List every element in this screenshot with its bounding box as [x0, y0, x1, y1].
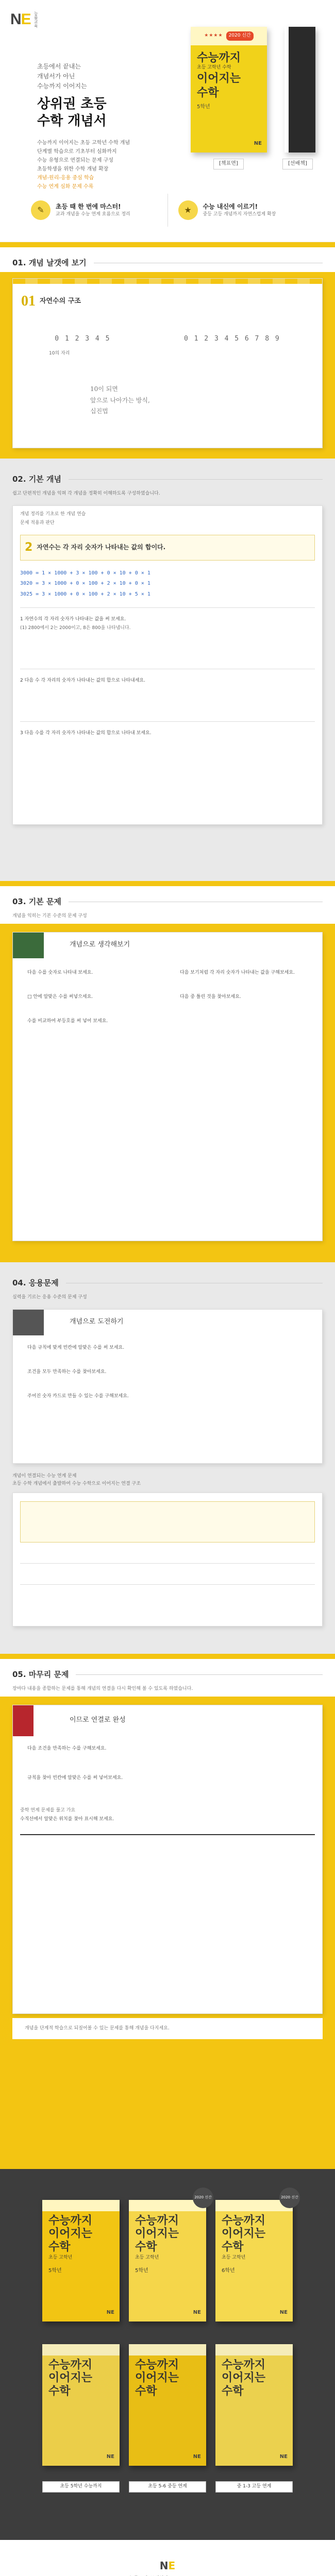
- problem-item: 주어진 숫자 카드로 만들 수 있는 수를 구해보세요.: [27, 1393, 129, 1399]
- footer-logo-e: E: [168, 2560, 176, 2572]
- handwriting-line: 10이 되면: [90, 385, 118, 393]
- sample-page-2: [12, 1493, 323, 1626]
- concept-title: 자연수는 각 자리 숫자가 나타내는 값의 합이다.: [37, 544, 166, 551]
- benefit-item: [21, 194, 167, 227]
- footer-logo-n: N: [159, 2560, 169, 2572]
- brand-logo-n: N: [10, 11, 21, 28]
- page-head: 문제 적용과 판단: [20, 520, 55, 526]
- sample-page: [12, 278, 323, 448]
- section-desc: 쉽고 단편적인 개념을 익혀 각 개념을 정확히 이해하도록 구성하였습니다.: [12, 490, 160, 496]
- brand-logo[interactable]: [10, 8, 57, 31]
- cover-logo: NE: [106, 2309, 114, 2315]
- section-05: [0, 1654, 335, 2169]
- question-detail: (1) 2800에서 2는 2000이고, 8은 800을 나타냅니다.: [20, 625, 131, 631]
- cover-logo: NE: [279, 2309, 288, 2315]
- digits-left: 0 1 2 3 4 5: [55, 335, 111, 343]
- hero-feature-highlight: 개념-원리-응용 중심 학습: [37, 175, 94, 181]
- sample-page: [12, 1705, 323, 2014]
- section-title: 01. 개념 날갯에 보기: [12, 258, 87, 267]
- cover-title: 이어지는: [48, 2227, 93, 2241]
- footer-logo[interactable]: [0, 2558, 335, 2573]
- handwriting-line: 앞으로 나아가는 방식,: [90, 396, 150, 404]
- benefit-title: 초등 때 한 번에 마스터!: [56, 202, 121, 210]
- problem-item: 규칙을 찾아 빈칸에 알맞은 수를 써 넣어보세요.: [27, 1775, 123, 1781]
- benefit-text: 중등 고등 개념까지 자연스럽게 확장: [203, 212, 276, 217]
- rating-stars: ★★★★: [204, 33, 223, 39]
- concept-bubble: 개념으로 생각해보기: [70, 941, 130, 949]
- hero-feature-highlight: 수능 연계 심화 문제 수록: [37, 184, 94, 190]
- sample-page: [12, 505, 323, 825]
- book-subtitle: 초등 고학년 수학: [197, 65, 231, 71]
- expansion-rows: [13, 564, 322, 605]
- sample-page: [12, 1309, 323, 1464]
- brand-sub: 능률교육: [34, 11, 39, 28]
- benefit-item: [167, 194, 315, 227]
- cover-subtitle: 초등 고학년: [222, 2255, 246, 2260]
- footer: [0, 2540, 335, 2576]
- cover-title: 수학: [222, 2240, 244, 2253]
- cover-grade: 6학년: [222, 2267, 235, 2274]
- cover-title: 수학: [135, 2240, 157, 2253]
- problem-item: 다음 중 틀린 것을 찾아보세요.: [180, 994, 241, 999]
- section-02: [0, 459, 335, 881]
- cover-title: 수능까지: [48, 2214, 93, 2227]
- handwriting: [90, 384, 322, 417]
- expansion-row: 3000 = 1 × 1000 + 3 × 100 + 0 × 10 + 0 × 1: [20, 570, 150, 576]
- book-title-1: 수능까지: [197, 52, 241, 64]
- cover-title: 이어지는: [135, 2227, 179, 2241]
- problem-item: 다음 보기처럼 각 자리 숫자가 나타내는 값을 구해보세요.: [180, 970, 295, 975]
- place-note: 10의 자리: [49, 351, 70, 357]
- section-desc: 실력을 기르는 응용 수준의 문제 구성: [12, 1294, 87, 1300]
- section-04: [0, 1262, 335, 1654]
- question: 3 다음 수를 각 자리 숫자가 나타내는 값의 합으로 나타내 보세요.: [20, 731, 152, 736]
- cover-logo: NE: [193, 2453, 201, 2460]
- new-badge: 2020 신간: [279, 2188, 300, 2208]
- expansion-row: 3025 = 3 × 1000 + 0 × 100 + 2 × 10 + 5 × 1: [20, 591, 150, 597]
- hero-copy: [37, 62, 171, 191]
- handwriting-line: 십진법: [90, 408, 108, 415]
- cover-grade: 5학년: [135, 2267, 148, 2274]
- problem-item: 수직선에서 알맞은 위치를 찾아 표시해 보세요.: [20, 1816, 114, 1822]
- book-cover-main[interactable]: [191, 27, 267, 152]
- cover-title: 수능까지: [135, 2214, 179, 2227]
- cover-logo: NE: [193, 2309, 201, 2315]
- hero-feature: 수능 유형으로 연결되는 문제 구성: [37, 158, 113, 164]
- book-label-back: [선배책]: [282, 159, 313, 170]
- sample-page: [12, 932, 323, 1241]
- problem-item: 수를 비교하여 부등호를 써 넣어 보세요.: [27, 1018, 108, 1024]
- section-03: [0, 881, 335, 1262]
- section-title: 04. 응용문제: [12, 1278, 59, 1287]
- hero-feature: 초등학생을 위한 수학 개념 확장: [37, 166, 109, 173]
- cover-title: 이어지는: [222, 2371, 266, 2385]
- digits-right: 0 1 2 3 4 5 6 7 8 9: [183, 335, 280, 343]
- concept-number: 01: [21, 293, 36, 309]
- cover-gallery: [0, 2169, 335, 2540]
- concept-bubble: 개념으로 도전하기: [70, 1318, 124, 1326]
- book-cover[interactable]: [129, 2344, 206, 2466]
- hero-features: [37, 139, 171, 191]
- cover-title: 이어지는: [48, 2371, 93, 2385]
- hero-tagline-2: 개념서가 아닌: [37, 73, 75, 80]
- cover-subtitle: 초등 고학년: [135, 2255, 159, 2260]
- number-line: [20, 1834, 315, 1835]
- end-note: 개념을 단계적 학습으로 되짚어볼 수 있는 문제를 통해 개념을 다지세요.: [12, 2018, 323, 2039]
- hero-feature: 수능까지 이어지는 초등 고학년 수학 개념: [37, 140, 130, 146]
- question: 2 다음 수 각 자리의 숫자가 나타내는 값의 합으로 나타내세요.: [20, 678, 145, 684]
- edition-badge: 2020 신간: [226, 31, 254, 40]
- cover-title: 수능까지: [222, 2214, 266, 2227]
- cover-title: 수학: [222, 2384, 244, 2398]
- concept-title: 자연수의 구조: [40, 297, 81, 305]
- cover-caption[interactable]: 중 1-3 고등 연계: [215, 2481, 293, 2493]
- cover-title: 수능까지: [48, 2359, 93, 2371]
- book-logo: NE: [254, 140, 262, 146]
- question: 1 자연수의 각 자리 숫자가 나타내는 값을 써 보세요.: [20, 617, 126, 622]
- section-title: 05. 마무리 문제: [12, 1670, 69, 1679]
- cover-title: 이어지는: [222, 2227, 266, 2241]
- problem-item: 다음 규칙에 맞게 빈칸에 알맞은 수를 써 보세요.: [27, 1345, 125, 1350]
- problem-item: 다음 조건을 만족하는 수를 구해보세요.: [27, 1745, 107, 1751]
- section-title: 03. 기본 문제: [12, 897, 61, 906]
- section-01: [0, 242, 335, 459]
- cover-title: 수능까지: [222, 2359, 266, 2371]
- problem-item: 다음 수를 숫자로 나타내 보세요.: [27, 970, 93, 975]
- book-cover[interactable]: [129, 2195, 212, 2321]
- book-grade: 5학년: [197, 104, 210, 110]
- section-desc: 개념을 익히는 기본 수준의 문제 구성: [0, 911, 335, 924]
- hero-tagline-3: 수능까지 이어지는: [37, 82, 87, 90]
- problem-item: □ 안에 알맞은 수를 써넣으세요.: [27, 994, 93, 999]
- problem-item: 조건을 모두 만족하는 수를 찾아보세요.: [27, 1369, 107, 1375]
- note-head: 개념이 연결되는 수능 연계 문제: [12, 1473, 77, 1479]
- benefit-text: 교과 개념을 수능 연계 흐름으로 정리: [56, 212, 130, 217]
- book-title-2: 이어지는: [197, 72, 241, 86]
- note-body: 초등 수학 개념에서 출발하여 수능 수학으로 이어지는 연결 구조: [12, 1481, 141, 1486]
- concept-bubble: 이므로 연결로 완성: [70, 1716, 126, 1724]
- book-cover[interactable]: [215, 2344, 293, 2466]
- hero: [0, 0, 335, 242]
- cover-logo: NE: [279, 2453, 288, 2460]
- book-cover[interactable]: [42, 2344, 120, 2466]
- cover-title: 수학: [48, 2240, 71, 2253]
- expansion-row: 3020 = 3 × 1000 + 0 × 100 + 2 × 10 + 0 × 1: [20, 581, 150, 587]
- hero-title-2: 수학 개념서: [37, 113, 107, 129]
- cover-caption[interactable]: 초등 5-6 중등 연계: [129, 2481, 206, 2493]
- cover-logo: NE: [106, 2453, 114, 2460]
- brand-logo-e: E: [21, 11, 31, 28]
- concept-number: 2: [25, 540, 33, 554]
- book-cover-back[interactable]: [284, 27, 315, 152]
- benefit-title: 수능 내신에 이르기!: [203, 202, 258, 210]
- book-title-3: 수학: [197, 86, 219, 99]
- pencil-icon: ✎: [31, 200, 51, 220]
- cover-caption[interactable]: 초등 5학년 수능까지: [42, 2481, 120, 2493]
- book-label-front: [책표면]: [213, 159, 244, 170]
- cover-title: 수능까지: [135, 2359, 179, 2371]
- cover-title: 이어지는: [135, 2371, 179, 2385]
- cover-title: 수학: [48, 2384, 71, 2398]
- hero-title-1: 상위권 초등: [37, 96, 107, 112]
- book-cover[interactable]: [42, 2200, 120, 2321]
- section-title: 02. 기본 개념: [12, 474, 61, 484]
- cover-title: 수학: [135, 2384, 157, 2398]
- star-icon: ★: [178, 200, 198, 220]
- hero-feature: 단계별 학습으로 기초부터 심화까지: [37, 149, 117, 155]
- new-badge: 2020 신간: [193, 2188, 213, 2208]
- cover-subtitle: 초등 고학년: [48, 2255, 73, 2260]
- book-cover[interactable]: [215, 2195, 298, 2321]
- hero-tagline-1: 초등에서 끝내는: [37, 63, 81, 70]
- section-desc: 장마다 내용을 종합하는 문제를 통해 개념의 연결을 다시 확인해 볼 수 있도록 하였습니다.: [0, 1684, 335, 1697]
- cover-grade: 5학년: [48, 2267, 62, 2274]
- page-head: 개념 정리를 기초로 한 개념 연습: [20, 511, 86, 517]
- line-head: 중학 연계 문제를 풀고 가요: [20, 1807, 76, 1813]
- benefits: [21, 194, 314, 227]
